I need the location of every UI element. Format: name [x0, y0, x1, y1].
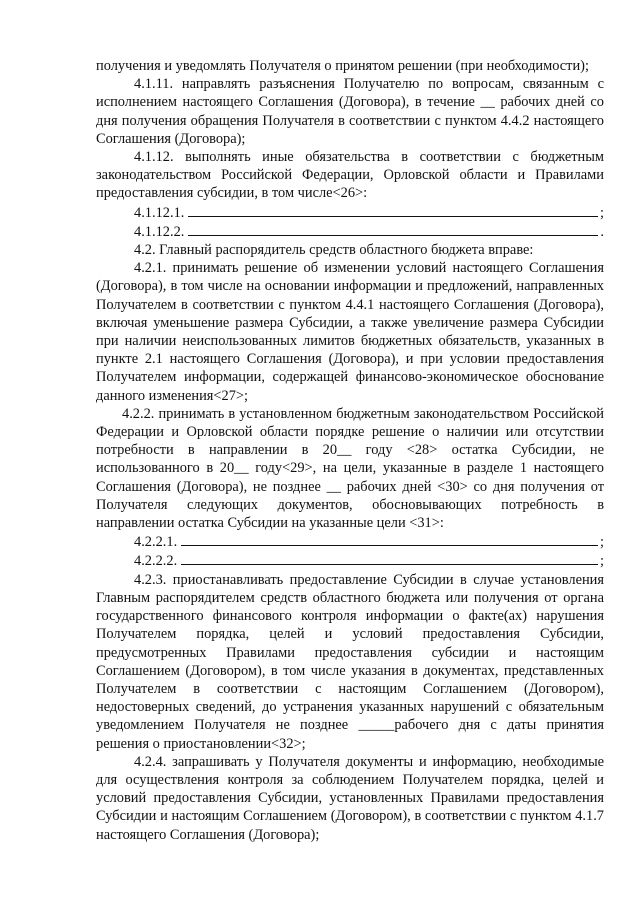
fill-line-4-2-2-1 — [96, 532, 604, 551]
blank-line — [181, 551, 598, 565]
fill-line-4-1-12-2 — [96, 222, 604, 241]
document-page — [96, 57, 604, 844]
blank-line — [188, 222, 598, 236]
paragraph-4-2-1: 4.2.1. принимать решение об изменении условий настоящего Соглашения (Договора), в том числе на основании информации и предложений, направленных Получателем в соответствии с пунктом 4.4.1 настоящего Соглашения (Договора), включая уменьшение размера Субсидии, а также увеличение размера Субсидии при наличии неиспользованных лимитов бюджетных обязательств, указанных в пункте 2.1 настоящего Соглашения (Договора), и при условии предоставления Получателем информации, содержащей финансово-экономическое обоснование данного изменения<27>; — [96, 260, 604, 404]
fill-line-4-1-12-1 — [96, 203, 604, 222]
fill-line-4-2-2-2 — [96, 551, 604, 570]
fill-label: 4.1.12.2. — [134, 223, 185, 240]
paragraph-4-2: 4.2. Главный распорядитель средств областного бюджета вправе: — [134, 242, 534, 259]
fill-label: 4.2.2.2. — [134, 553, 178, 570]
fill-tail: ; — [600, 534, 604, 551]
paragraph-continuation: получения и уведомлять Получателя о принятом решении (при необходимости); — [96, 58, 589, 74]
fill-label: 4.2.2.1. — [134, 534, 178, 551]
paragraph-4-1-12: 4.1.12. выполнять иные обязательства в соответствии с бюджетным законодательством Российской Федерации, Орловской области и Правилами предоставления субсидии, в том числе<26>: — [96, 149, 604, 202]
paragraph-4-2-2: 4.2.2. принимать в установленном бюджетным законодательством Российской Федерации и Орловской области порядке решение о наличии или отсутствии потребности в направлении в 20__ году <28> остатка Субсидии, не использованного в 20__ году<29>, на цели, указанные в разделе 1 настоящего Соглашения (Договора), не позднее __ рабочих дней <30> со дня получения от Получателя следующих документов, обосновывающих потребность в направлении остатка Субсидии на указанные цели <31>: — [96, 405, 604, 532]
paragraph-4-2-3: 4.2.3. приостанавливать предоставление Субсидии в случае установления Главным распорядителем средств областного бюджета или получения от органа государственного финансового контроля информации о факте(ах) нарушения Получателем порядка, целей и условий предоставления Субсидии, предусмотренных Правилами предоставления субсидии и настоящим Соглашением (Договором), в том числе указания в документах, представленных Получателем в соответствии с настоящим Соглашением (Договором), недостоверных сведений, до устранения указанных нарушений с обязательным уведомлением Получателя не позднее _____рабочего дня с даты принятия решения о приостановлении<32>; — [96, 571, 604, 752]
fill-tail: . — [600, 223, 604, 240]
paragraph-4-2-4: 4.2.4. запрашивать у Получателя документы и информацию, необходимые для осуществления контроля за соблюдением Получателем порядка, целей и условий предоставления Субсидии, установленных Правилами предоставления Субсидии и настоящим Соглашением (Договором), в соответствии с пунктом 4.1.7 настоящего Соглашения (Договора); — [96, 753, 604, 843]
paragraph-4-1-11: 4.1.11. направлять разъяснения Получателю по вопросам, связанным с исполнением настоящего Соглашения (Договора), в течение __ рабочих дней со дня получения обращения Получателя в соответствии с пунктом 4.4.2 настоящего Соглашения (Договора); — [96, 76, 604, 147]
fill-tail: ; — [600, 204, 604, 221]
blank-line — [188, 203, 598, 217]
fill-tail: ; — [600, 553, 604, 570]
fill-label: 4.1.12.1. — [134, 204, 185, 221]
blank-line — [181, 532, 598, 546]
